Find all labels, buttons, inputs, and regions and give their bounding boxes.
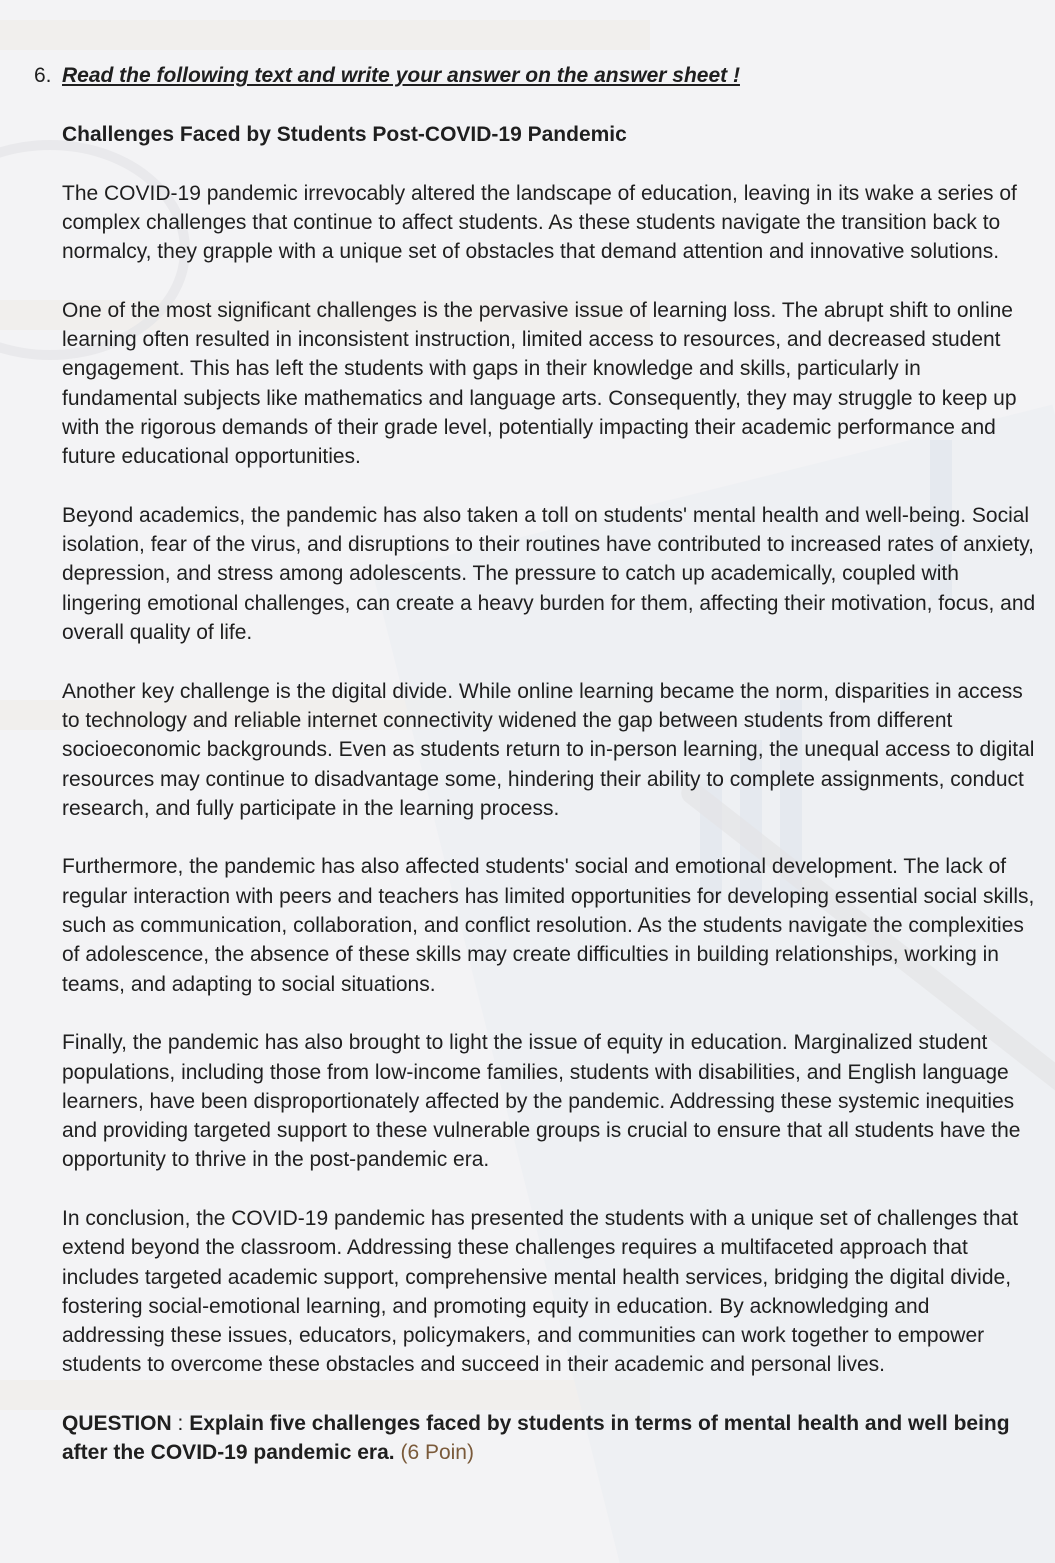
paragraph: One of the most significant challenges is the pervasive issue of learning loss. The abrupt shift to online learning often resulted in inconsistent instruction, limited access to resources, and decreased student engagement. This has left the students with gaps in their knowledge and skills, particularly in fundamental subjects like mathematics and language arts. Consequently, they may struggle to keep up with the rigorous demands of their grade level, potentially impacting their academic performance and future educational opportunities. bbox=[62, 298, 1017, 469]
instruction-text: Read the following text and write your answer on the answer sheet ! bbox=[62, 64, 740, 87]
paragraph: Finally, the pandemic has also brought to light the issue of equity in education. Marginalized student populations, including those from low-income families, students with disabilities, and English language learners, have been disproportionately affected by the pandemic. Addressing these systemic inequities and providing targeted support to these vulnerable groups is crucial to ensure that all students have the opportunity to thrive in the post-pandemic era. bbox=[62, 1031, 1021, 1172]
paragraph: Another key challenge is the digital divide. While online learning became the norm, disparities in access to technology and reliable internet connectivity widened the gap between students from different socioeconomic backgrounds. Even as students return to in-person learning, the unequal access to digital resources may continue to disadvantage some, hindering their ability to complete assignments, conduct research, and fully participate in the learning process. bbox=[62, 679, 1035, 820]
question-separator: : bbox=[171, 1412, 190, 1436]
passage-title: Challenges Faced by Students Post-COVID-19 Pandemic bbox=[62, 123, 627, 146]
paragraph: Furthermore, the pandemic has also affected students' social and emotional development. The lack of regular interaction with peers and teachers has limited opportunities for developing essential social skills, such as communication, collaboration, and conflict resolution. As the students navigate the complexities of adolescence, the absence of these skills may create difficulties in building relationships, working in teams, and adapting to social situations. bbox=[62, 855, 1035, 996]
reading-passage bbox=[62, 120, 1037, 1468]
paragraph: In conclusion, the COVID-19 pandemic has presented the students with a unique set of challenges that extend beyond the classroom. Addressing these challenges requires a multifaceted approach that includes targeted academic support, comprehensive mental health services, bridging the digital divide, fostering social-emotional learning, and promoting equity in education. By acknowledging and addressing these issues, educators, policymakers, and communities can work together to empower students to overcome these obstacles and succeed in their academic and personal lives. bbox=[62, 1206, 1019, 1377]
question-header bbox=[34, 61, 740, 90]
question-label: QUESTION bbox=[62, 1412, 172, 1436]
paragraph: Beyond academics, the pandemic has also taken a toll on students' mental health and well-being. Social isolation, fear of the virus, and disruptions to their routines have contributed to increased rates of anxiety, depression, and stress among adolescents. The pressure to catch up academically, coupled with lingering emotional challenges, can create a heavy burden for them, affecting their motivation, focus, and overall quality of life. bbox=[62, 503, 1036, 645]
question-number: 6. bbox=[34, 64, 52, 87]
question-text: Explain five challenges faced by students in terms of mental health and well being after the COVID-19 pandemic era. bbox=[62, 1412, 1010, 1465]
question-prompt bbox=[62, 1409, 1037, 1468]
paragraph: The COVID-19 pandemic irrevocably altered the landscape of education, leaving in its wake a series of complex challenges that continue to affect students. As these students navigate the transition back to normalcy, they grapple with a unique set of obstacles that demand attention and innovative solutions. bbox=[62, 181, 1017, 264]
question-points: (6 Poin) bbox=[400, 1441, 474, 1465]
